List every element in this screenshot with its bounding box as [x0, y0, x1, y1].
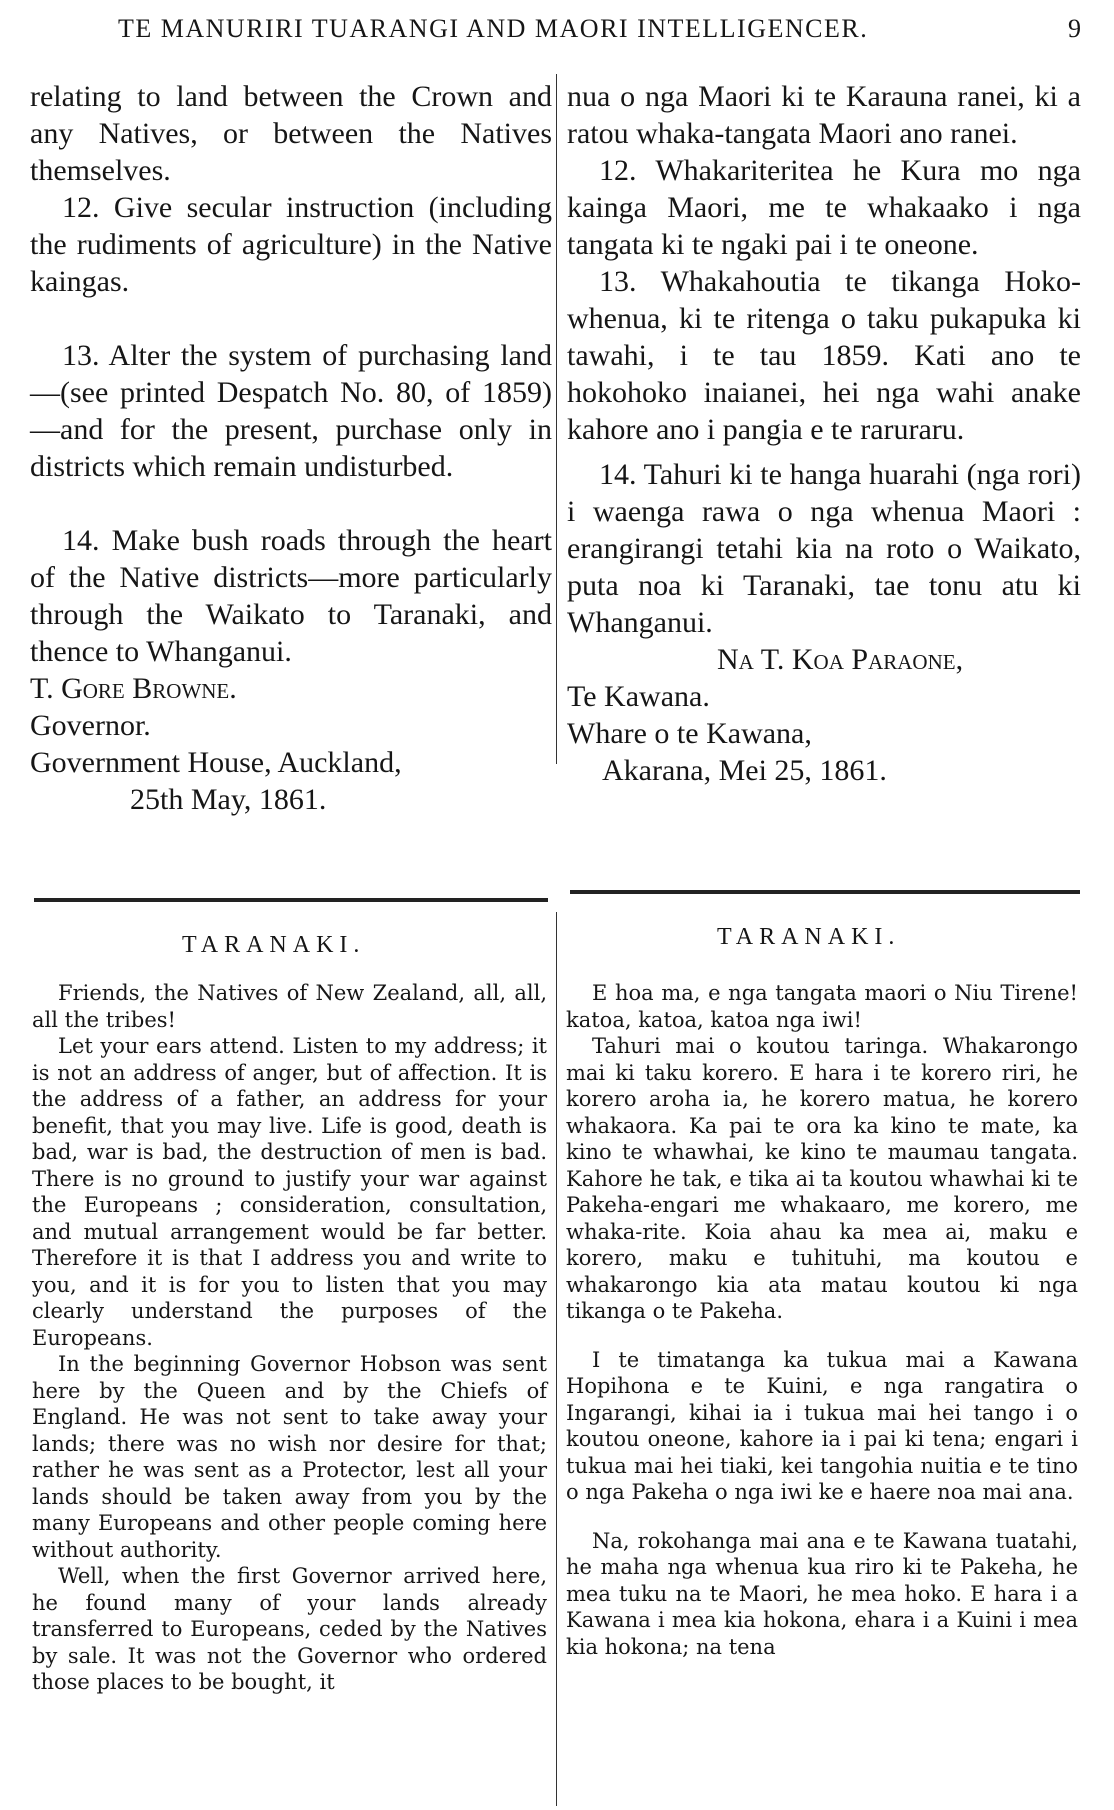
paragraph: In the beginning Governor Hobson was sent here by the Queen and by the Chiefs of England. He was not sent to take away your lands; there was no wish nor desire for that; rather he was sent as a Protector, lest all your lands should be taken away from you by the many Europeans and other people coming here without authority. — [32, 1352, 547, 1562]
paragraph: Friends, the Natives of New Zealand, all, all, all the tribes! — [32, 981, 547, 1032]
paragraph: Let your ears attend. Listen to my address; it is not an address of anger, but of affection. It is the address of a father, an address for your benefit, that you may live. Life is good, death is bad, war is bad, the destruction of men is bad. There is no ground to justify your war against the Europeans ; consideration, consultation, and mutual arrangement would be far better. Therefore it is that I address you and write to you, and it is for you to listen that you may clearly understand the purposes of the Europeans. — [32, 1034, 547, 1350]
column-divider-lower — [556, 912, 557, 1806]
paragraph-item-12: 12. Give secular instruction (including the rudiments of agriculture) in the Native kaingas. — [30, 191, 552, 298]
page-number: 9 — [1068, 14, 1081, 43]
section-heading-english: TARANAKI. — [182, 932, 366, 958]
section-rule-right — [570, 890, 1080, 894]
signature-name: T. Gore Browne. — [30, 672, 237, 705]
upper-maori-column — [567, 78, 1081, 860]
paragraph-continued: relating to land between the Crown and any Natives, or between the Natives themselves. — [30, 80, 552, 187]
paragraph-item-14: 14. Tahuri ki te hanga huarahi (nga rori) i waenga rawa o nga whenua Maori : erangirangi tetahi kia na roto o Waikato, puta noa ki Taranaki, tae tonu atu ki Whanganui. — [567, 458, 1081, 639]
publication-title: TE MANURIRI TUARANGI AND MAORI INTELLIGENCER. — [118, 14, 869, 43]
page-header — [0, 14, 1114, 54]
paragraph-item-13: 13. Alter the system of purchasing land—(see printed Despatch No. 80, of 1859)—and for the present, purchase only in districts which remain undisturbed. — [30, 339, 552, 483]
lower-english-column — [32, 980, 547, 1696]
paragraph-continued: nua o nga Maori ki te Karauna ranei, ki a ratou whaka-tangata Maori ano ranei. — [567, 80, 1081, 150]
column-divider-upper — [556, 74, 557, 764]
lower-maori-column — [566, 980, 1078, 1660]
dateline-date: 25th May, 1861. — [130, 783, 327, 816]
signature-name: Na T. Koa Paraone, — [717, 643, 964, 676]
upper-english-column — [30, 78, 552, 860]
signature-title: Governor. — [30, 709, 151, 742]
paragraph-item-13: 13. Whakahoutia te tikanga Hoko-whenua, ki te ritenga o taku pukapuka ki tawahi, i te tau 1859. Kati ano te hokohoko inaianei, hei nga wahi anake kahore ano i pangia e te raruraru. — [567, 265, 1081, 446]
paragraph-item-14: 14. Make bush roads through the heart of the Native districts—more particularly through the Waikato to Taranaki, and thence to Whanganui. — [30, 524, 552, 668]
section-heading-maori: TARANAKI. — [717, 924, 901, 950]
paragraph: E hoa ma, e nga tangata maori o Niu Tirene! katoa, katoa, katoa nga iwi! — [566, 981, 1078, 1032]
signature-title: Te Kawana. — [567, 680, 710, 713]
dateline-place: Government House, Auckland, — [30, 746, 402, 779]
dateline-place: Whare o te Kawana, — [567, 717, 812, 750]
paragraph: Na, rokohanga mai ana e te Kawana tuatahi, he maha nga whenua kua riro ki te Pakeha, he mea tuku na te Maori, he mea hoko. E hara i a Kawana i mea kia hokona, ehara i a Kuini i mea kia hokona; na tena — [566, 1528, 1078, 1659]
dateline-date: Akarana, Mei 25, 1861. — [602, 754, 887, 787]
paragraph-item-12: 12. Whakariteritea he Kura mo nga kainga Maori, me te whakaako i nga tangata ki te ngaki pai i te oneone. — [567, 154, 1081, 261]
paragraph: Tahuri mai o koutou taringa. Whakarongo mai ki taku korero. E hara i te korero riri, he korero aroha ia, he korero matua, he korero whakaora. Ka pai te ora ka kino te mate, ka kino te whawhai, ke kino te maumau tangata. Kahore he tak, e tika ai ta koutou whawhai ki te Pakeha-engari me whakaaro, me korero, me whaka-rite. Koia ahau ka mea ai, maku e korero, maku e tuhituhi, ma koutou e whakarongo kia ata matau koutou ki nga tikanga o te Pakeha. — [566, 1034, 1078, 1323]
paragraph: I te timatanga ka tukua mai a Kawana Hopihona e te Kuini, e nga rangatira o Ingarangi, kihai ia i tukua mai hei tango i o koutou oneone, kahore ia i pai ki tena; engari i tukua mai hei tiaki, kei tangohia nuitia e te tino o nga Pakeha o nga iwi ke e haere noa mai ana. — [566, 1347, 1078, 1504]
section-rule-left — [34, 898, 548, 902]
paragraph: Well, when the first Governor arrived here, he found many of your lands already transferred to Europeans, ceded by the Natives by sale. It was not the Governor who ordered those places to be bought, it — [32, 1564, 547, 1694]
